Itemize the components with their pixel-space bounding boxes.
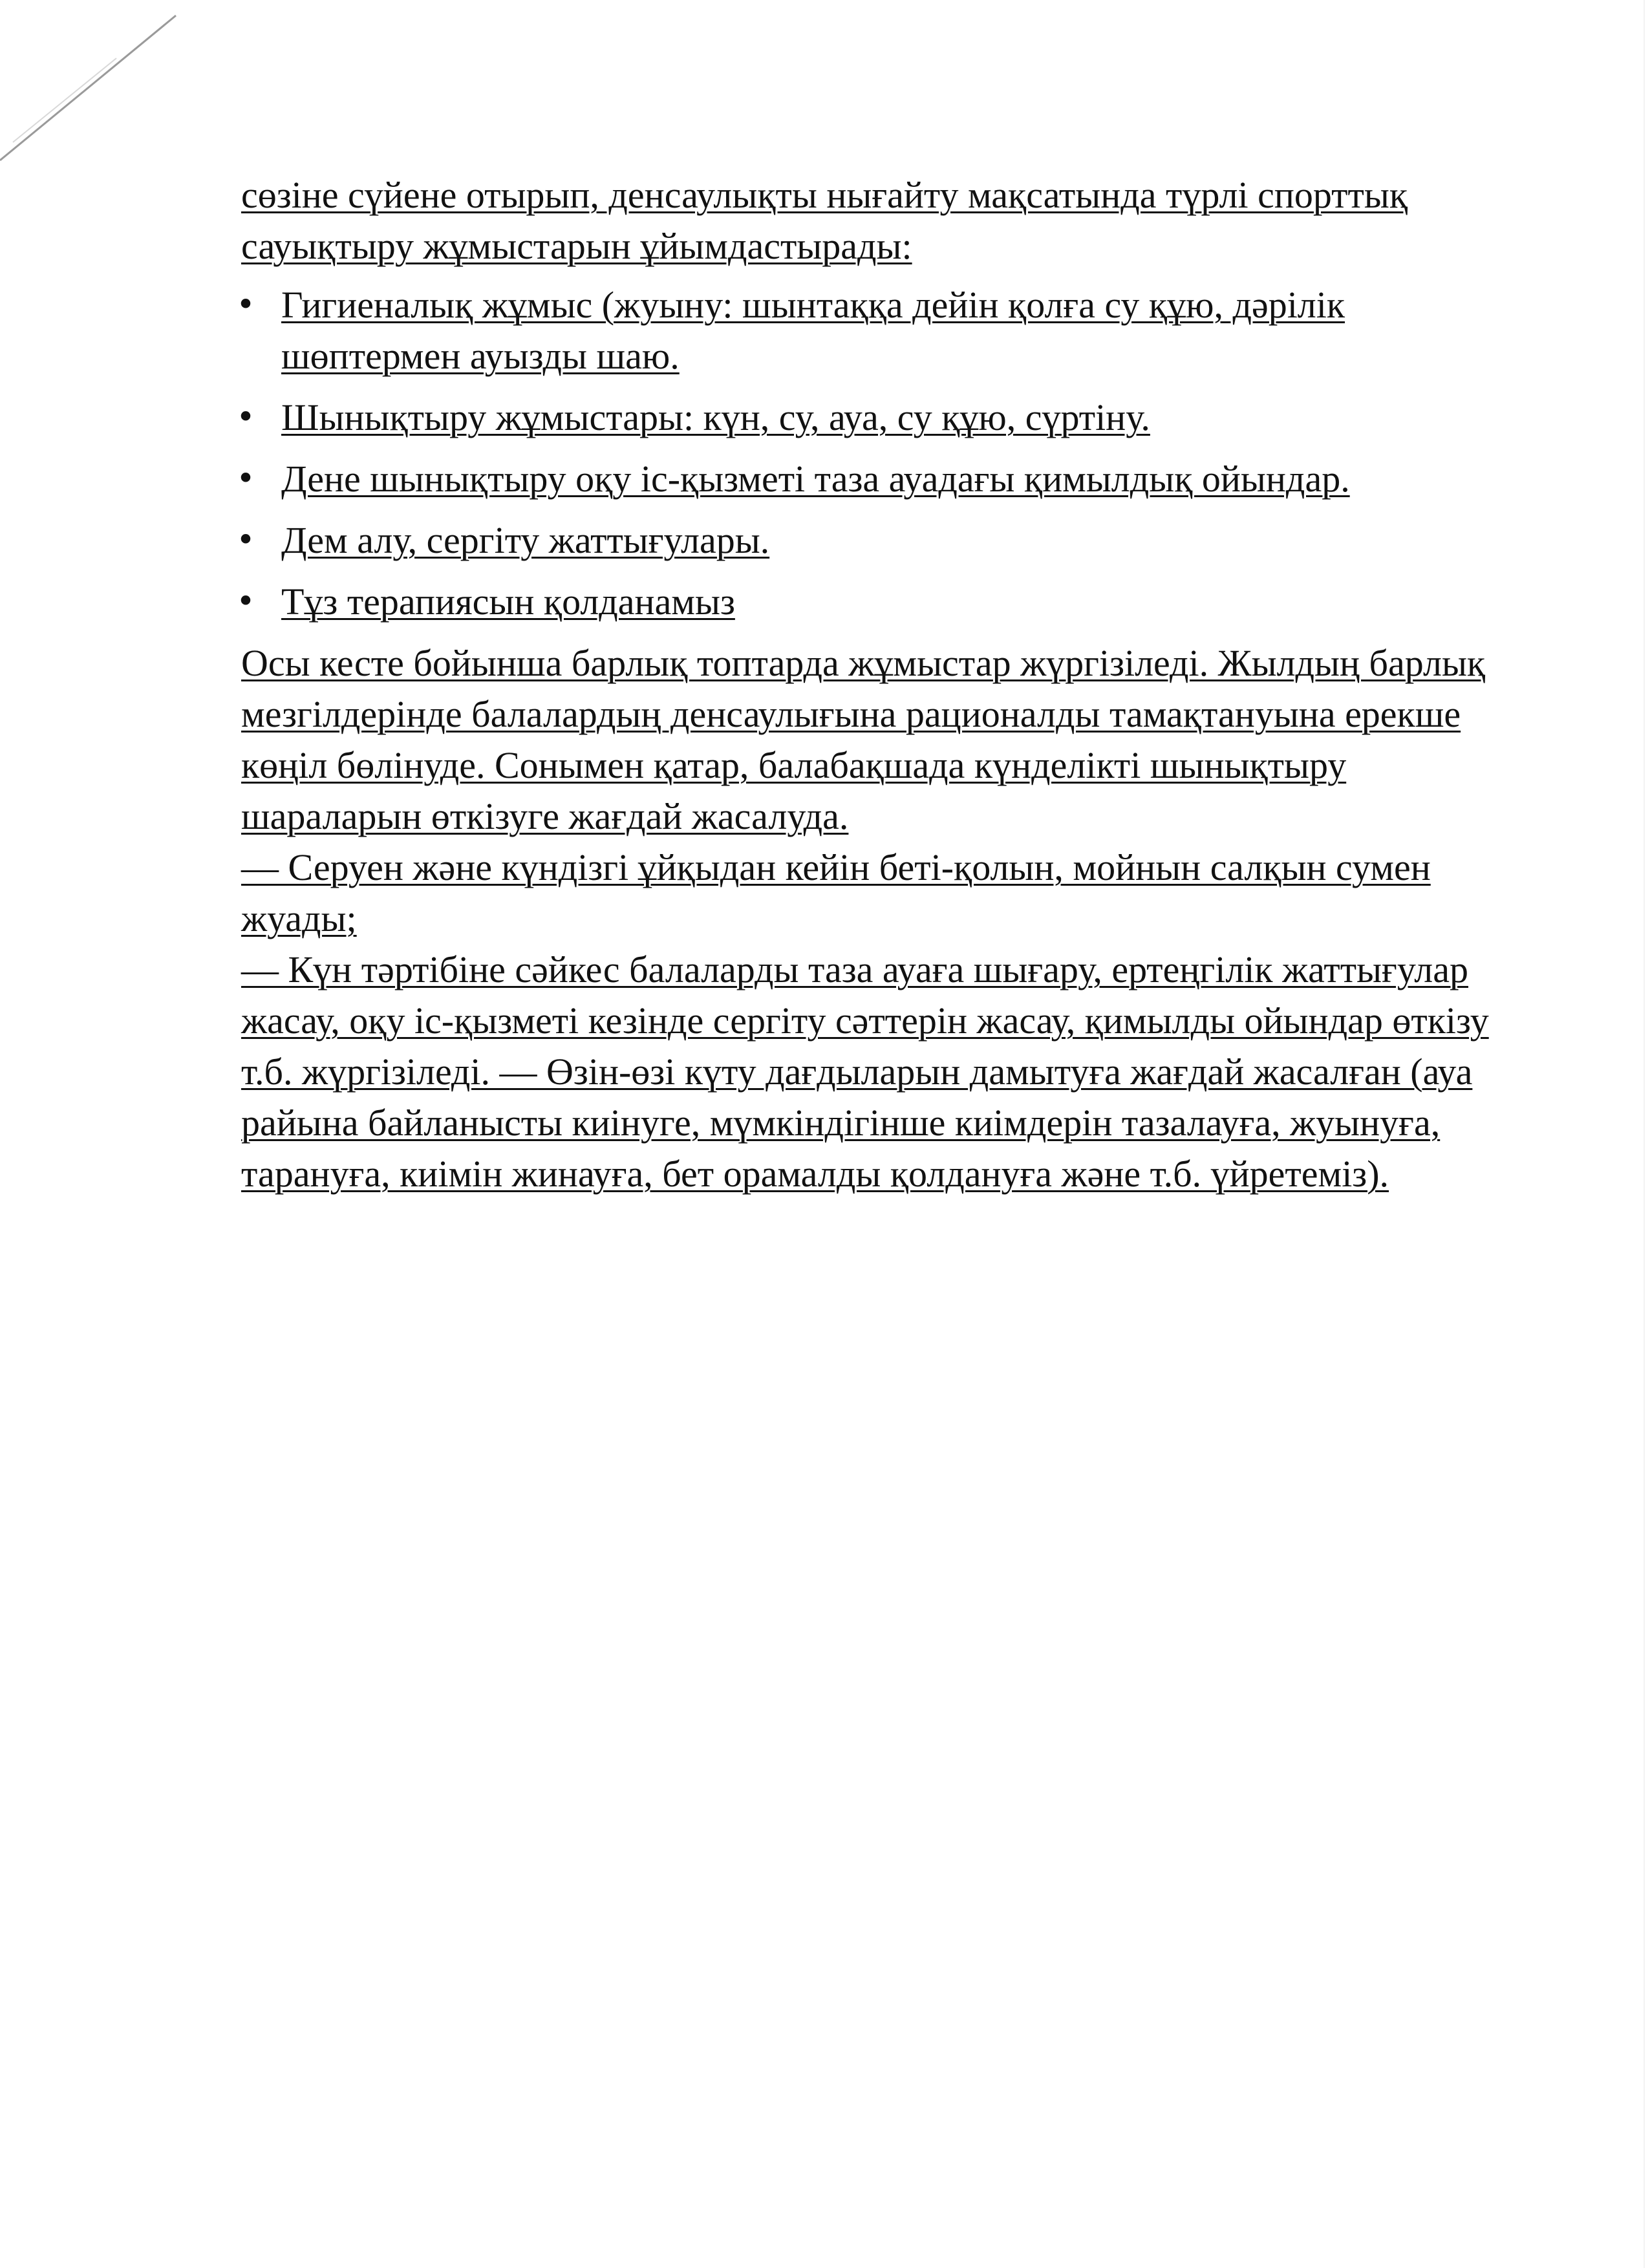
folded-corner-mark xyxy=(0,0,194,168)
scan-edge-line xyxy=(1644,0,1645,2268)
list-item xyxy=(236,515,1502,566)
list-item-text: Шынықтыру жұмыстары: күн, су, ауа, су құю, сүртіну. xyxy=(281,396,1150,438)
schedule-paragraph xyxy=(241,637,1502,842)
list-item xyxy=(236,453,1502,504)
intro-paragraph xyxy=(241,169,1502,272)
washing-text: — Серуен және күндізгі ұйқыдан кейін беті-қолын, мойнын салқын сумен жуады; xyxy=(241,846,1431,939)
list-item xyxy=(236,279,1502,381)
bullet-icon: • xyxy=(236,583,255,620)
daily-routine-text: — Күн тәртібіне сәйкес балаларды таза ауаға шығару, ертеңгілік жаттығулар жасау, оқу іс-қызметі кезінде сергіту сәттерін жасау, қимылды ойындар өткізу т.б. жүргізіледі. — Өзін-өзі күту дағдыларын дамытуға жағдай жасалған (ауа райына байланысты киінуге, мүмкіндігінше киімдерін тазалауға, жуынуға, тарануға, киімін жинауға, бет орамалды қолдануға және т.б. үйретеміз). xyxy=(241,948,1489,1195)
washing-paragraph xyxy=(241,842,1502,944)
bullet-icon: • xyxy=(236,286,255,323)
list-item-text: Дене шынықтыру оқу іс-қызметі таза ауадағы қимылдық ойындар. xyxy=(281,458,1350,500)
document-body xyxy=(236,169,1502,1199)
schedule-text: Осы кесте бойынша барлық топтарда жұмыстар жүргізіледі. Жылдың барлық мезгілдерінде балалардың денсаулығына рационалды тамақтануына ерекше көңіл бөлінуде. Сонымен қатар, балабақшада күнделікті шынықтыру шараларын өткізуге жағдай жасалуда. xyxy=(241,642,1486,837)
bullet-icon: • xyxy=(236,521,255,559)
bullet-icon: • xyxy=(236,398,255,436)
list-item-text: Дем алу, сергіту жаттығулары. xyxy=(281,519,770,561)
intro-text: сөзіне сүйене отырып, денсаулықты нығайту мақсатында түрлі спорттық сауықтыру жұмыстарын ұйымдастырады: xyxy=(241,174,1408,267)
daily-routine-paragraph xyxy=(241,944,1502,1199)
activity-list xyxy=(236,279,1502,627)
bullet-icon: • xyxy=(236,460,255,497)
list-item-text: Тұз терапиясын қолданамыз xyxy=(281,581,735,623)
list-item-text: Гигиеналық жұмыс (жуыну: шынтаққа дейін қолға су құю, дәрілік шөптермен ауызды шаю. xyxy=(281,284,1345,377)
list-item xyxy=(236,392,1502,443)
list-item xyxy=(236,576,1502,627)
